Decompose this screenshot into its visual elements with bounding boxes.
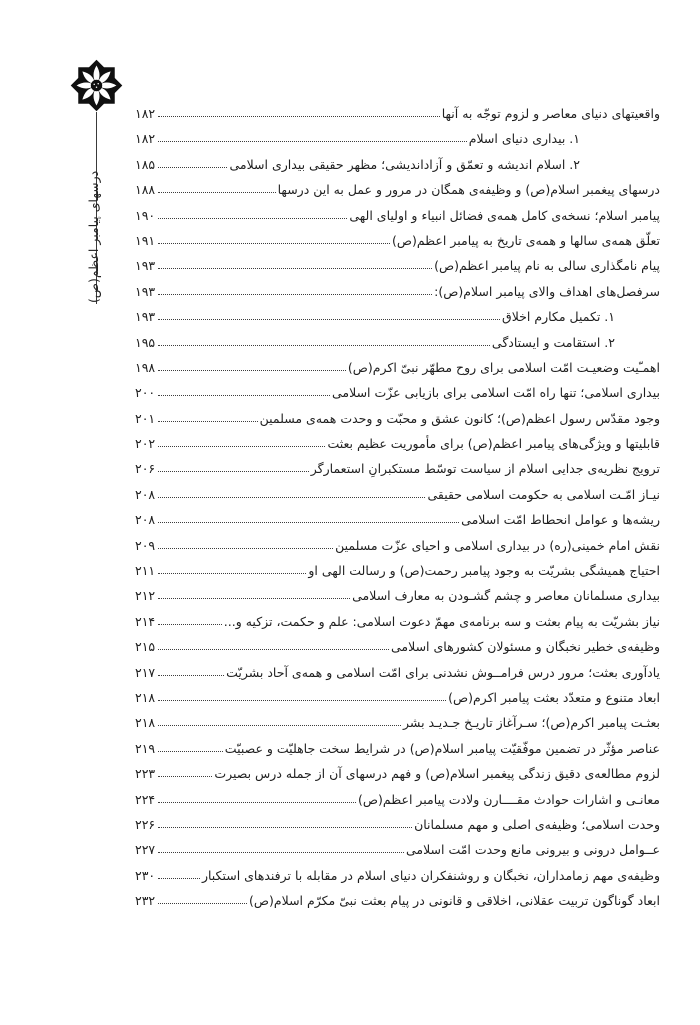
page-number: ۲۱۹ [135, 740, 156, 756]
entry-title: احتیاج همیشگی بشریّت به وجود پیامبر رحمت(ص) و رسالت الهی او [308, 563, 660, 579]
entry-title: واقعیتهای دنیای معاصر و لزوم توجّه به آنها [441, 106, 660, 121]
toc-entry [135, 710, 660, 735]
entry-title: ۲. استقامت و ایستادگی [491, 334, 615, 350]
page-number: ۲۰۸ [135, 512, 156, 528]
entry-title: قابلیتها و ویژگی‌های پیامبر اعظم(ص) برای مأموریت عظیم بعثت [327, 436, 660, 452]
rosette-stamp-icon [68, 57, 125, 114]
page-number: ۲۰۲ [135, 436, 156, 452]
leader-dots [158, 141, 467, 142]
leader-dots [158, 497, 425, 498]
page-number: ۲۱۱ [135, 563, 156, 579]
page-number: ۲۱۸ [135, 689, 156, 705]
entry-title: عــوامل درونی و بیرونی مانع وحدت امّت اسلامی [405, 842, 660, 858]
toc-entry [135, 685, 660, 710]
leader-dots [158, 268, 432, 269]
leader-dots [158, 751, 223, 752]
page-number: ۲۰۰ [135, 385, 156, 401]
leader-dots [158, 192, 275, 193]
toc-entry [135, 152, 660, 177]
page-number: ۲۲۳ [135, 766, 156, 782]
entry-title: وحدت اسلامی؛ وظیفه‌ی اصلی و مهم مسلمانان [414, 816, 660, 832]
toc-entry [135, 431, 660, 456]
leader-dots [158, 167, 227, 168]
leader-dots [158, 878, 200, 879]
toc-entry [135, 228, 660, 253]
page-number: ۱۸۲ [135, 106, 156, 121]
toc-entry [135, 583, 660, 608]
page-number: ۱۸۵ [135, 156, 156, 172]
toc-entry [135, 507, 660, 532]
leader-dots [158, 243, 390, 244]
toc-entry [135, 482, 660, 507]
entry-title: ۲. اسلام اندیشه و تعمّق و آزاداندیشی؛ مظهر حقیقی بیداری اسلامی [229, 156, 580, 172]
leader-dots [158, 725, 401, 726]
toc-entry [135, 203, 660, 228]
page-number: ۱۹۱ [135, 232, 156, 248]
page-number: ۲۰۹ [135, 537, 156, 553]
toc-entry [135, 888, 660, 913]
page-number: ۱۹۳ [135, 283, 156, 299]
entry-title: وجود مقدّس رسول اعظم(ص)؛ کانون عشق و محبّت و وحدت همه‌ی مسلمین [259, 410, 660, 426]
page-number: ۲۱۵ [135, 639, 156, 655]
leader-dots [158, 395, 330, 396]
entry-title: اهمـّیت وضعیـت امّت اسلامی برای روح مطهّر نبیّ اکرم(ص) [347, 359, 660, 375]
leader-dots [158, 776, 212, 777]
entry-title: تعلّق همه‌ی سالها و همه‌ی تاریخ به پیامبر اعظم(ص) [391, 232, 660, 248]
entry-title: ۱. بیداری دنیای اسلام [468, 131, 580, 147]
leader-dots [158, 218, 347, 219]
entry-title: ریشه‌ها و عوامل انحطاط امّت اسلامی [461, 512, 660, 528]
toc-entry [135, 660, 660, 685]
entry-title: نیـاز امّـت اسلامی به حکومت اسلامی حقیقی [427, 486, 660, 502]
page-number: ۲۳۲ [135, 893, 156, 909]
toc-entry [135, 253, 660, 278]
entry-title: ابعاد گوناگون تربیت عقلانی، اخلاقی و قانونی در پیام بعثت نبیّ مکرّم اسلام(ص) [249, 893, 660, 909]
entry-title: وظیفه‌ی خطیر نخبگان و مسئولان کشورهای اسلامی [391, 639, 660, 655]
toc-list [135, 101, 660, 914]
leader-dots [158, 700, 446, 701]
toc-entry [135, 101, 660, 126]
page-number: ۱۸۲ [135, 131, 156, 147]
toc-entry [135, 355, 660, 380]
entry-title: پیامبر اسلام؛ نسخه‌ی کامل همه‌ی فضائل انبیاء و اولیای الهی [349, 207, 660, 223]
page-number: ۲۱۸ [135, 715, 156, 731]
leader-dots [158, 319, 500, 320]
page-number: ۲۱۲ [135, 588, 156, 604]
page-number: ۱۹۰ [135, 207, 156, 223]
page-number: ۲۱۷ [135, 664, 156, 680]
page-number: ۱۹۳ [135, 309, 156, 325]
leader-dots [158, 573, 306, 574]
toc-entry [135, 126, 660, 151]
leader-dots [158, 421, 257, 422]
leader-dots [158, 903, 247, 904]
toc-entry [135, 406, 660, 431]
leader-dots [158, 624, 222, 625]
toc-entry [135, 837, 660, 862]
page-number: ۲۳۰ [135, 867, 156, 883]
leader-dots [158, 294, 432, 295]
entry-title: پیام نامگذاری سالی به نام پیامبر اعظم(ص) [434, 258, 660, 274]
page-number: ۲۲۷ [135, 842, 156, 858]
leader-dots [158, 649, 389, 650]
toc-entry [135, 533, 660, 558]
leader-dots [158, 675, 224, 676]
book-spine-title: درسهای پیامبر اعظم(ص) [86, 170, 101, 303]
page-number: ۲۰۶ [135, 461, 156, 477]
entry-title: ابعاد متنوع و متعدّد بعثت پیامبر اکرم(ص) [448, 689, 660, 705]
entry-title: وظیفه‌ی مهم زمامداران، نخبگان و روشنفکران دنیای اسلام در مقابله با ترفندهای استکبار [201, 867, 660, 883]
entry-title: نیاز بشریّت به پیام بعثت و سه برنامه‌ی مهمّ دعوت اسلامی: علم و حکمت، تزکیه و... [223, 613, 660, 629]
toc-entry [135, 761, 660, 786]
entry-title: بیداری اسلامی؛ تنها راه امّت اسلامی برای بازیابی عزّت اسلامی [332, 385, 660, 401]
leader-dots [158, 345, 490, 346]
toc-entry [135, 380, 660, 405]
page-number: ۲۲۴ [135, 791, 156, 807]
page-number: ۲۰۸ [135, 486, 156, 502]
page-number: ۲۰۱ [135, 410, 156, 426]
page-number: ۱۹۵ [135, 334, 156, 350]
toc-entry [135, 304, 660, 329]
page-number: ۱۹۸ [135, 359, 156, 375]
entry-title: یادآوری بعثت؛ مرور درس فرامــوش نشدنی برای امّت اسلامی و همه‌ی آحاد بشریّت [226, 664, 660, 680]
leader-dots [158, 852, 404, 853]
page-number: ۲۲۶ [135, 816, 156, 832]
leader-dots [158, 446, 325, 447]
toc-entry [135, 330, 660, 355]
entry-title: ۱. تکمیل مکارم اخلاق [502, 309, 615, 325]
leader-dots [158, 802, 356, 803]
toc-entry [135, 787, 660, 812]
toc-entry [135, 609, 660, 634]
entry-title: بیداری مسلمانان معاصر و چشم گشـودن به معارف اسلامی [352, 588, 660, 604]
entry-title: عناصر مؤثّر در تضمین موفّقیّت پیامبر اسلام(ص) در شرایط سخت جاهلیّت و عصبیّت [224, 740, 660, 756]
toc-entry [135, 634, 660, 659]
toc-entry [135, 279, 660, 304]
leader-dots [158, 598, 350, 599]
toc-entry [135, 558, 660, 583]
page-number: ۱۸۸ [135, 182, 156, 198]
entry-title: معانـی و اشارات حوادث مقــــارن ولادت پیامبر اعظم(ص) [358, 791, 660, 807]
entry-title: ترویج نظریه‌ی جدایی اسلام از سیاست توسّط مستکبرانِ استعمارگر [310, 461, 660, 477]
toc-entry [135, 736, 660, 761]
toc-entry [135, 177, 660, 202]
leader-dots [158, 548, 333, 549]
page-number: ۲۱۴ [135, 613, 156, 629]
entry-title: سرفصل‌های اهداف والای پیامبر اسلام(ص): [434, 283, 660, 299]
entry-title: بعثـت پیامبر اکرم(ص)؛ سـرآغاز تاریـخ جـدیـد بشر [403, 715, 660, 731]
toc-entry [135, 863, 660, 888]
leader-dots [158, 370, 346, 371]
leader-dots [158, 116, 440, 117]
page-number: ۱۹۳ [135, 258, 156, 274]
entry-title: لزوم مطالعه‌ی دقیق زندگی پیغمبر اسلام(ص) و فهم درسهای آن از جمله درس بصیرت [214, 766, 660, 782]
toc-entry [135, 812, 660, 837]
leader-dots [158, 827, 412, 828]
entry-title: درسهای پیغمبر اسلام(ص) و وظیفه‌ی همگان در مرور و عمل به این درسها [277, 182, 660, 198]
entry-title: نقش امام خمینی(ره) در بیداری اسلامی و احیای عزّت مسلمین [335, 537, 660, 553]
toc-entry [135, 456, 660, 481]
leader-dots [158, 522, 459, 523]
leader-dots [158, 471, 309, 472]
